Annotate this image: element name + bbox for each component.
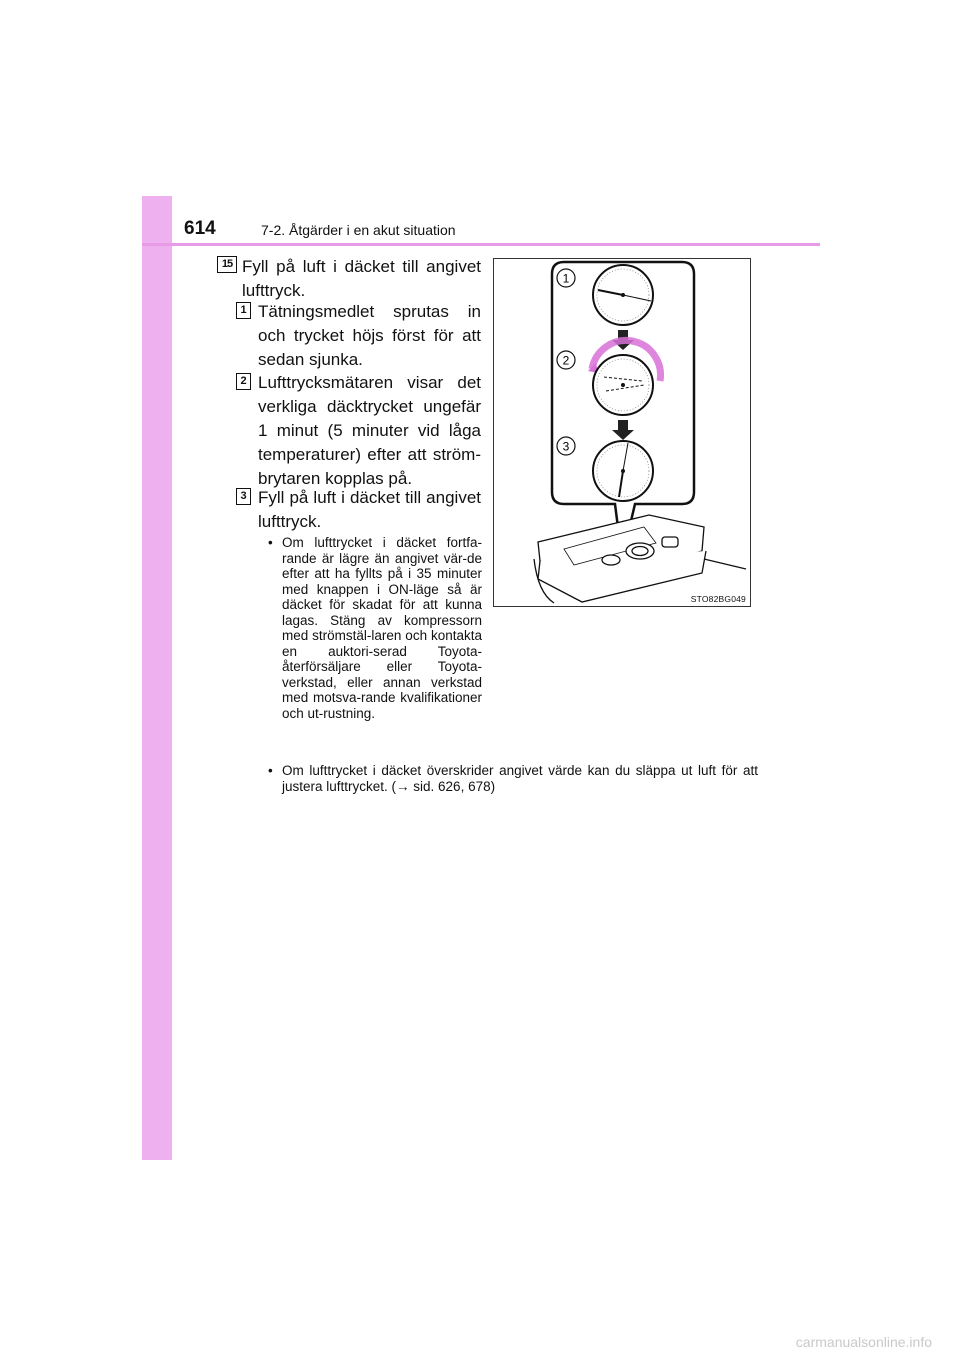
compressor-unit xyxy=(534,515,746,603)
bullet-note-1 xyxy=(268,535,482,721)
callout-number-2: 2 xyxy=(562,353,570,368)
substep-3-badge: 3 xyxy=(236,488,251,505)
section-title: 7-2. Åtgärder i en akut situation xyxy=(261,222,456,238)
chapter-sidebar-tab xyxy=(142,196,172,1160)
watermark: carmanualsonline.info xyxy=(795,1334,932,1350)
page-number: 614 xyxy=(184,218,216,239)
bullet-mark: • xyxy=(268,535,273,550)
step-number-badge: 15 xyxy=(217,256,237,273)
header-rule xyxy=(142,243,820,246)
substep-2-text: Lufttrycksmätaren visar det verkliga däcktrycket ungefär 1 minut (5 minuter vid låga temperaturer) efter att ström-brytaren kopplas på. xyxy=(258,373,481,488)
gauge-3 xyxy=(593,441,653,501)
bullet-note-2 xyxy=(268,763,758,794)
gauge-1 xyxy=(593,265,653,325)
bullet-text: Om lufttrycket i däcket överskrider angivet värde kan du släppa ut luft för att justera lufttrycket. (→ sid. 626, 678) xyxy=(282,763,758,794)
figure-code: STO82BG049 xyxy=(690,594,746,604)
step-text: Fyll på luft i däcket till angivet lufttryck. xyxy=(242,257,481,300)
substep-1-badge: 1 xyxy=(236,302,251,319)
substep-3-text: Fyll på luft i däcket till angivet lufttryck. xyxy=(258,488,481,531)
bullet-mark: • xyxy=(268,763,273,778)
callout-number-3: 3 xyxy=(562,439,570,454)
gauge-illustration xyxy=(494,259,750,606)
substep-2-badge: 2 xyxy=(236,373,251,390)
compressor-gauge-figure xyxy=(493,258,751,607)
callout-number-1: 1 xyxy=(562,271,570,286)
substep-1-text: Tätningsmedlet sprutas in och trycket höjs först för att sedan sjunka. xyxy=(258,302,481,369)
bullet-text: Om lufttrycket i däcket fortfa-rande är lägre än angivet vär-de efter att ha fyllts på i 35 minuter med knappen i ON-läge så är däcket för skadat för att kunna lagas. Stäng av kompressorn med strömstäl-laren och kontakta en auktori-serad Toyota-återförsäljare eller Toyota-verkstad, eller annan verkstad med motsva-rande kvalifikationer och ut-rustning. xyxy=(282,535,482,721)
